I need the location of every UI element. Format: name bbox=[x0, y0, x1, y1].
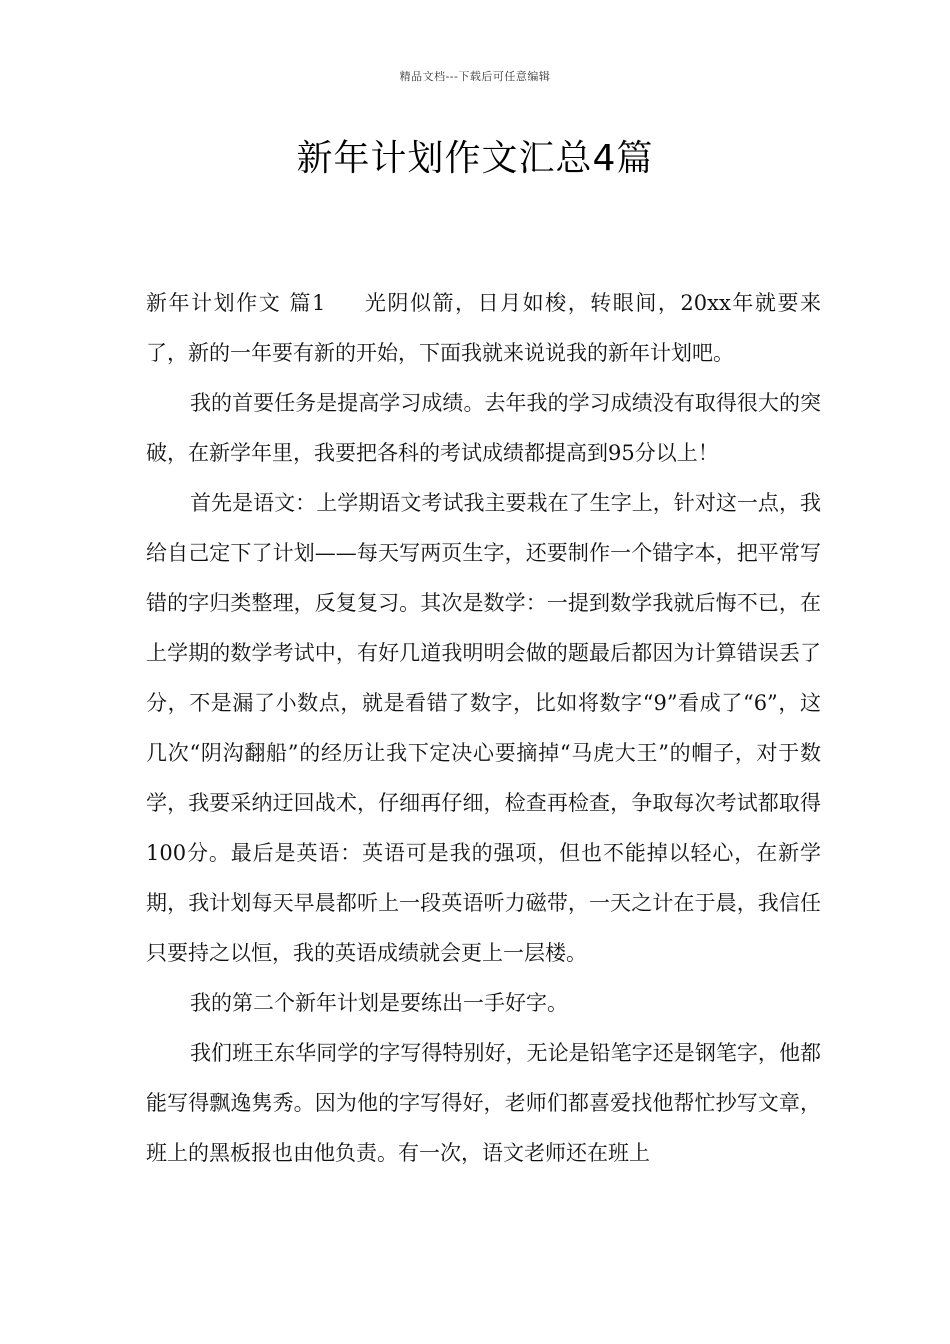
paragraph-1 bbox=[146, 278, 821, 378]
header-note: 精品文档---下载后可任意编辑 bbox=[399, 70, 551, 83]
paragraph-2: 我的首要任务是提高学习成绩。去年我的学习成绩没有取得很大的突破，在新学年里，我要把各科的考试成绩都提高到95分以上！ bbox=[146, 391, 821, 465]
paragraph-3: 首先是语文：上学期语文考试我主要栽在了生字上，针对这一点，我给自己定下了计划——每天写两页生字，还要制作一个错字本，把平常写错的字归类整理，反复复习。其次是数学：一提到数学我就后悔不已，在上学期的数学考试中，有好几道我明明会做的题最后都因为计算错误丢了分，不是漏了小数点，就是看错了数字，比如将数字“9”看成了“6”，这几次“阴沟翻船”的经历让我下定决心要摘掉“马虎大王”的帽子，对于数学，我要采纳迂回战术，仔细再仔细，检查再检查，争取每次考试都取得100分。最后是英语：英语可是我的强项，但也不能掉以轻心，在新学期，我计划每天早晨都听上一段英语听力磁带，一天之计在于晨，我信任只要持之以恒，我的英语成绩就会更上一层楼。 bbox=[146, 491, 821, 965]
paragraph-5: 我们班王东华同学的字写得特别好，无论是铅笔字还是钢笔字，他都能写得飘逸隽秀。因为他的字写得好，老师们都喜爱找他帮忙抄写文章，班上的黑板报也由他负责。有一次，语文老师还在班上 bbox=[146, 1041, 821, 1165]
article-body bbox=[146, 278, 821, 1178]
paragraph-4: 我的第二个新年计划是要练出一手好字。 bbox=[190, 991, 568, 1015]
paragraph-text: 光阴似箭，日月如梭，转眼间，20xx年就要来了，新的一年要有新的开始，下面我就来说说我的新年计划吧。 bbox=[146, 291, 821, 365]
section-label: 新年计划作文 篇1 bbox=[146, 291, 326, 315]
document-title: 新年计划作文汇总4篇 bbox=[296, 138, 654, 179]
